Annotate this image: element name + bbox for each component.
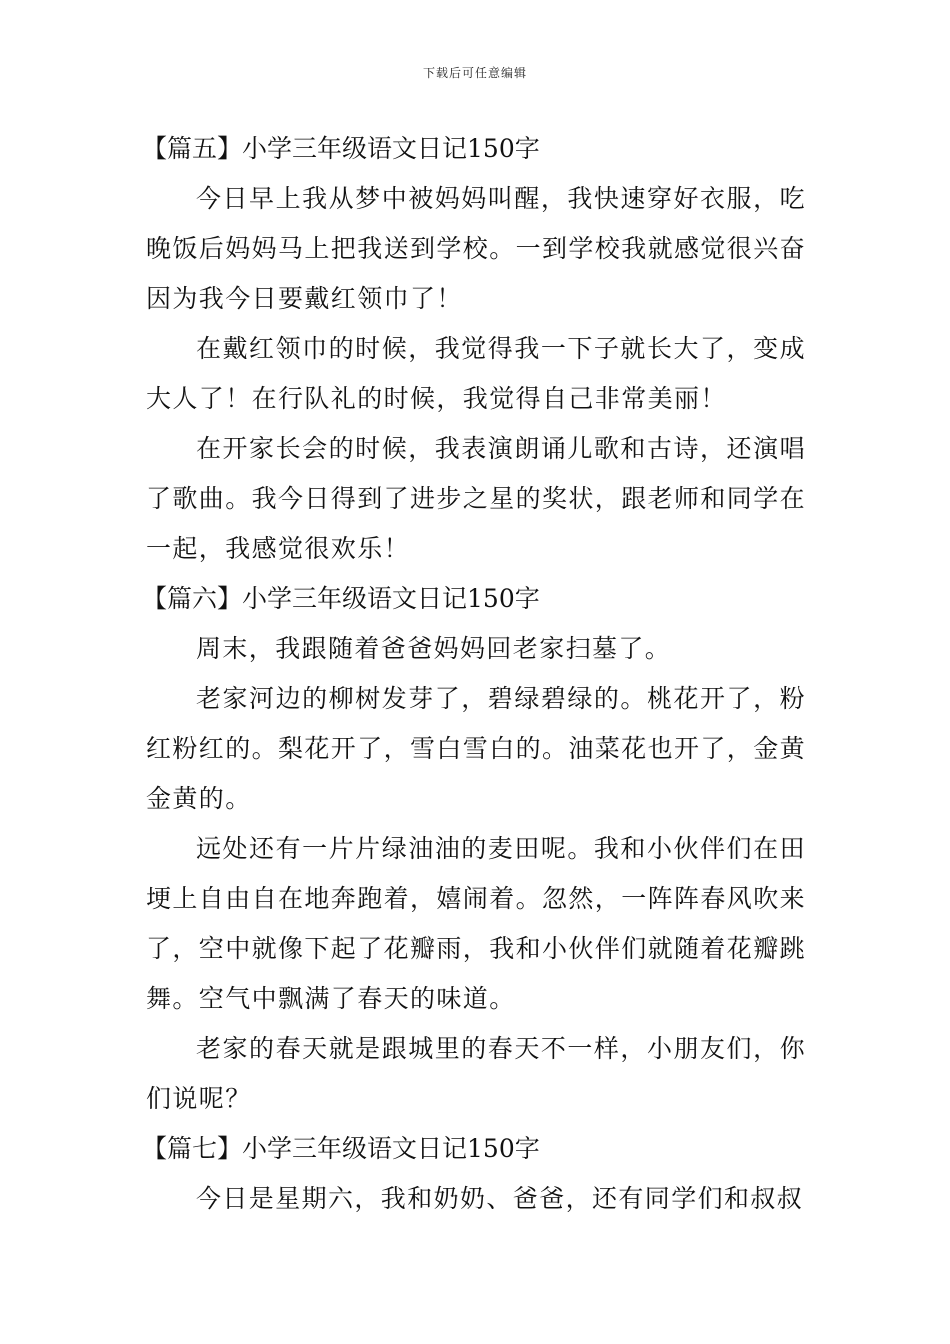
paragraph: 在开家长会的时候，我表演朗诵儿歌和古诗，还演唱了歌曲。我今日得到了进步之星的奖状，跟老师和同学在一起，我感觉很欢乐！ [146,434,807,563]
page-header-note: 下载后可任意编辑 [422,66,527,80]
diary-section-5 [142,124,807,574]
section-heading: 【篇七】小学三年级语文日记150字 [142,1134,540,1163]
document-body [142,124,807,1224]
paragraph: 老家的春天就是跟城里的春天不一样，小朋友们，你们说呢？ [146,1034,806,1113]
section-heading: 【篇五】小学三年级语文日记150字 [142,134,540,163]
diary-section-6 [142,574,807,1124]
paragraph: 远处还有一片片绿油油的麦田呢。我和小伙伴们在田埂上自由自在地奔跑着，嬉闹着。忽然，一阵阵春风吹来了，空中就像下起了花瓣雨，我和小伙伴们就随着花瓣跳舞。空气中飘满了春天的味道。 [146,834,807,1013]
section-heading: 【篇六】小学三年级语文日记150字 [142,584,540,613]
paragraph: 在戴红领巾的时候，我觉得我一下子就长大了，变成大人了！在行队礼的时候，我觉得自己非常美丽！ [146,334,806,413]
paragraph: 周末，我跟随着爸爸妈妈回老家扫墓了。 [196,634,672,663]
paragraph: 今日早上我从梦中被妈妈叫醒，我快速穿好衣服，吃晚饭后妈妈马上把我送到学校。一到学校我就感觉很兴奋因为我今日要戴红领巾了！ [146,184,807,313]
paragraph: 老家河边的柳树发芽了，碧绿碧绿的。桃花开了，粉红粉红的。梨花开了，雪白雪白的。油菜花也开了，金黄金黄的。 [146,684,807,813]
diary-section-7 [142,1124,806,1224]
paragraph: 今日是星期六，我和奶奶、爸爸，还有同学们和叔叔 [196,1184,804,1213]
